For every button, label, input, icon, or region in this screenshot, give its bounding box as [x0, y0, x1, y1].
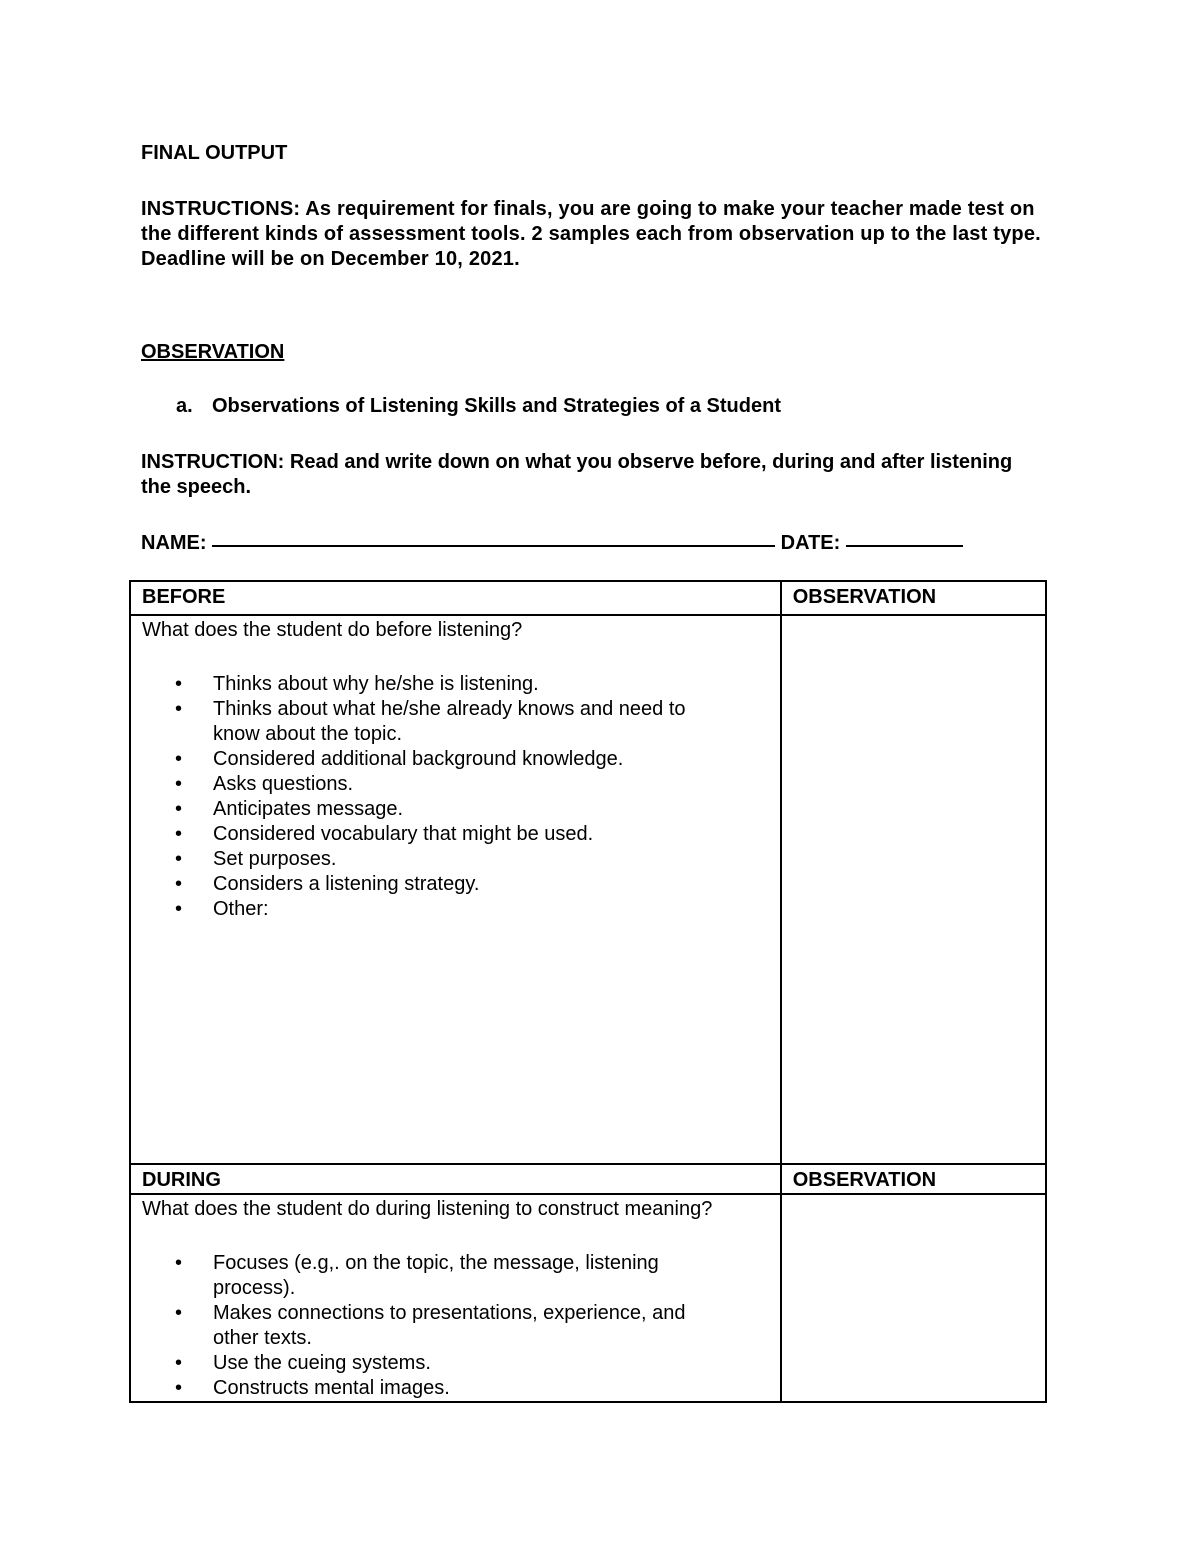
- name-blank[interactable]: [212, 527, 775, 547]
- before-header-row: [130, 581, 1046, 615]
- during-observation-cell[interactable]: [781, 1194, 1046, 1402]
- instruction-paragraph: INSTRUCTION: Read and write down on what you observe before, during and after listening the speech.: [141, 451, 1013, 498]
- before-question: What does the student do before listening?: [142, 619, 523, 641]
- list-item: • Considered vocabulary that might be used.: [142, 822, 733, 847]
- list-item: • Other:: [142, 897, 733, 922]
- sub-item-marker: a.: [176, 395, 193, 417]
- list-item: • Thinks about what he/she already knows and need to know about the topic.: [142, 697, 733, 747]
- instructions-paragraph: INSTRUCTIONS: As requirement for finals, you are going to make your teacher made test on the different kinds of assessment tools. 2 samples each from observation up to the last type. Deadline will be on December 10, 2021.: [141, 198, 1041, 270]
- list-item: • Makes connections to presentations, experience, and other texts.: [142, 1301, 733, 1351]
- during-body-row: [130, 1194, 1046, 1402]
- before-observation-header: OBSERVATION: [781, 581, 1046, 615]
- sub-item-label: Observations of Listening Skills and Strategies of a Student: [212, 395, 781, 417]
- list-item: • Thinks about why he/she is listening.: [142, 672, 733, 697]
- date-blank[interactable]: [846, 527, 963, 547]
- list-item: • Constructs mental images.: [142, 1376, 733, 1401]
- before-list: [142, 672, 769, 922]
- list-item: • Asks questions.: [142, 772, 733, 797]
- during-question: What does the student do during listening to construct meaning?: [142, 1198, 713, 1220]
- list-item: • Anticipates message.: [142, 797, 733, 822]
- name-date-line: [141, 529, 963, 555]
- before-header: BEFORE: [130, 581, 781, 615]
- before-observation-cell[interactable]: [781, 615, 1046, 1164]
- during-content-cell: [130, 1194, 781, 1402]
- before-body-row: [130, 615, 1046, 1164]
- list-item: • Focuses (e.g,. on the topic, the message, listening process).: [142, 1251, 733, 1301]
- date-label: DATE:: [780, 532, 841, 554]
- list-item: • Considered additional background knowledge.: [142, 747, 733, 772]
- during-header-row: [130, 1164, 1046, 1194]
- name-label: NAME:: [141, 532, 207, 554]
- observation-table: [129, 580, 1047, 1403]
- during-observation-header: OBSERVATION: [781, 1164, 1046, 1194]
- list-item: • Set purposes.: [142, 847, 733, 872]
- document-title: FINAL OUTPUT: [141, 142, 288, 164]
- during-list: [142, 1251, 769, 1401]
- list-item: • Considers a listening strategy.: [142, 872, 733, 897]
- section-heading-observation: OBSERVATION: [141, 341, 285, 363]
- list-item: • Use the cueing systems.: [142, 1351, 733, 1376]
- during-header: DURING: [130, 1164, 781, 1194]
- sub-item-a: [176, 395, 781, 418]
- before-content-cell: [130, 615, 781, 1164]
